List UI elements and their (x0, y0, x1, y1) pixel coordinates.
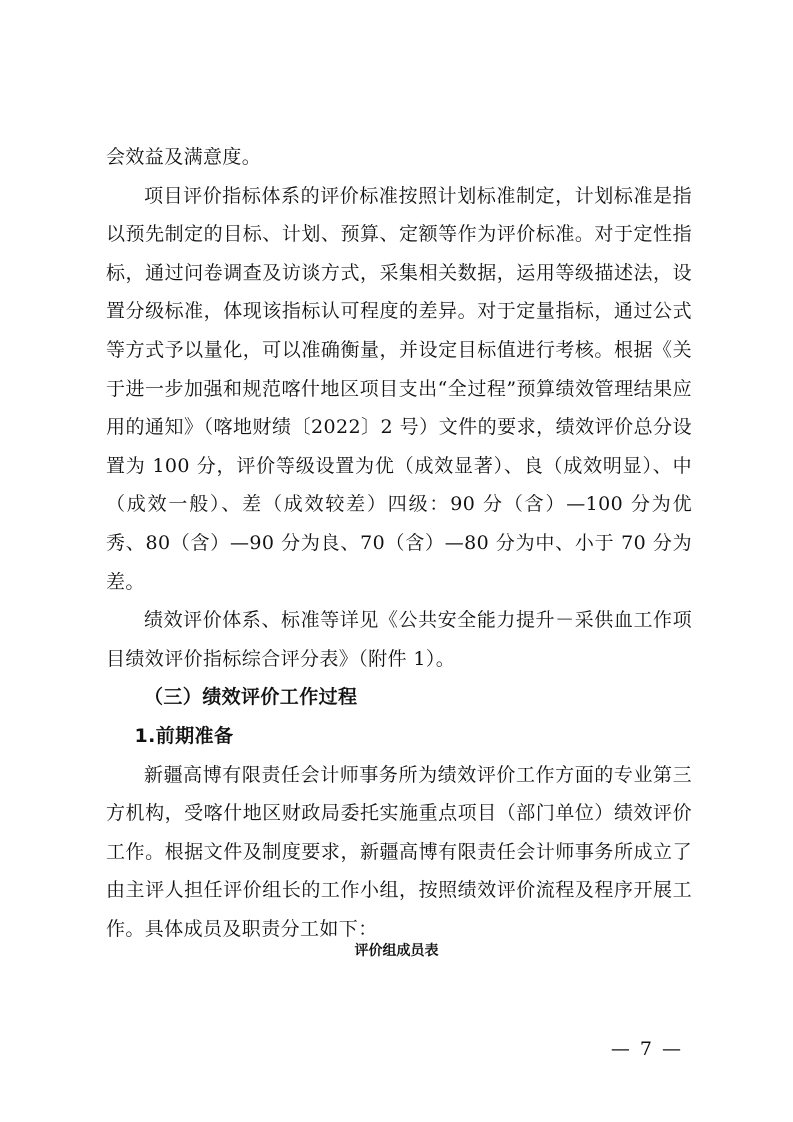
paragraph-preparation: 新疆高博有限责任会计师事务所为绩效评价工作方面的专业第三方机构，受喀什地区财政局委托实施重点项目（部门单位）绩效评价工作。根据文件及制度要求，新疆高博有限责任会计师事务所成立了由主评人担任评价组长的工作小组，按照绩效评价流程及程序开展工作。具体成员及职责分工如下： (106, 763, 692, 940)
table-title: 评价组成员表 (354, 943, 439, 959)
body-text (106, 138, 692, 948)
paragraph-evaluation-standard: 项目评价指标体系的评价标准按照计划标准制定，计划标准是指以预先制定的目标、计划、预算、定额等作为评价标准。对于定性指标，通过问卷调查及访谈方式，采集相关数据，运用等级描述法，设置分级标准，体现该指标认可程度的差异。对于定量指标，通过公式等方式予以量化，可以准确衡量，并设定目标值进行考核。根据《关于进一步加强和规范喀什地区项目支出“全过程”预算绩效管理结果应用的通知》（喀地财绩〔2022〕2 号）文件的要求，绩效评价总分设置为 100 分，评价等级设置为优（成效显著）、良（成效明显）、中（成效一般）、差（成效较差）四级：90 分（含）—100 分为优秀、80（含）—90 分为良、70（含）—80 分为中、小于 70 分为差。 (106, 184, 692, 593)
paragraph-evaluation-system-reference: 绩效评价体系、标准等详见《公共安全能力提升－采供血工作项目绩效评价指标综合评分表》（附件 1）。 (106, 609, 692, 670)
paragraph-continuation: 会效益及满意度。 (106, 146, 262, 168)
section-heading: （三）绩效评价工作过程 (144, 686, 358, 709)
page-number: — 7 — (610, 1038, 683, 1060)
subsection-heading: 1.前期准备 (134, 724, 234, 747)
